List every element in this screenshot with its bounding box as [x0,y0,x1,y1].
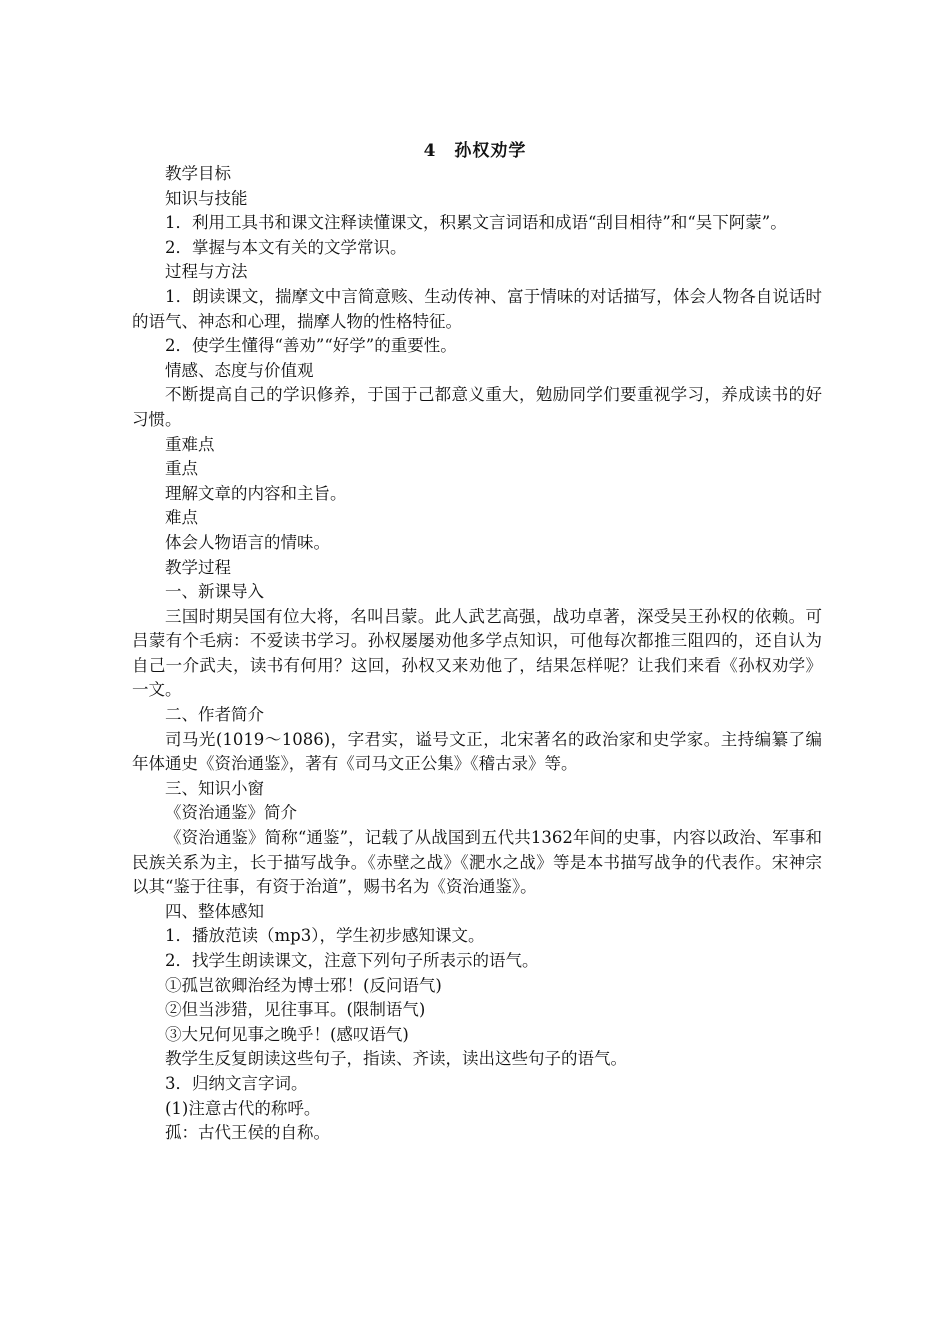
paragraph: 一、新课导入 [165,582,264,602]
paragraph: ③大兄何见事之晚乎！(感叹语气) [165,1024,409,1044]
paragraph: 教学生反复朗读这些句子，指读、齐读，读出这些句子的语气。 [165,1049,627,1069]
paragraph: 1．利用工具书和课文注释读懂课文，积累文言词语和成语“刮目相待”和“吴下阿蒙”。 [165,213,787,233]
paragraph: 2．掌握与本文有关的文学常识。 [165,237,407,257]
paragraph: 2．使学生懂得“善劝”“好学”的重要性。 [165,336,457,356]
paragraph: 2．找学生朗读课文，注意下列句子所表示的语气。 [165,951,539,970]
paragraph: 过程与方法 [165,262,248,282]
paragraph: 不断提高自己的学识修养，于国于己都意义重大，勉励同学们要重视学习，养成读书的好习惯。 [132,385,822,429]
paragraph: 二、作者简介 [165,705,264,725]
paragraph: 教学目标 [165,164,231,183]
paragraph: 三国时期吴国有位大将，名叫吕蒙。此人武艺高强，战功卓著，深受吴王孙权的依赖。可吕蒙有个毛病：不爱读书学习。孙权屡屡劝他多学点知识，可他每次都推三阻四的，还自认为自己一介武夫，读书有何用？这回，孙权又来劝他了，结果怎样呢？让我们来看《孙权劝学》一文。 [132,606,822,700]
paragraph: 教学过程 [165,557,231,577]
paragraph: 1．朗读课文，揣摩文中言简意赅、生动传神、富于情味的对话描写，体会人物各自说话时的语气、神态和心理，揣摩人物的性格特征。 [132,286,822,331]
paragraph: 重点 [165,459,198,479]
paragraph: 知识与技能 [165,188,248,208]
lesson-title: 4 孙权劝学 [423,141,527,161]
paragraph: 重难点 [165,434,215,454]
paragraph: 1．播放范读（mp3），学生初步感知课文。 [165,926,485,946]
paragraph: ②但当涉猎，见往事耳。(限制语气) [165,1000,426,1020]
paragraph: 难点 [165,508,198,528]
paragraph: 体会人物语言的情味。 [165,532,330,552]
paragraph: 理解文章的内容和主旨。 [165,483,347,503]
paragraph: ①孤岂欲卿治经为博士邪！(反问语气) [165,975,442,995]
paragraph: (1)注意古代的称呼。 [165,1098,321,1118]
paragraph: 情感、态度与价值观 [165,360,314,380]
paragraph: 司马光(1019～1086)，字君实，谥号文正，北宋著名的政治家和史学家。主持编纂了编年体通史《资治通鉴》，著有《司马文正公集》《稽古录》等。 [132,729,822,774]
paragraph: 孤：古代王侯的自称。 [165,1123,330,1143]
paragraph: 3．归纳文言字词。 [165,1073,308,1093]
paragraph: 《资治通鉴》简称“通鉴”，记载了从战国到五代共1362年间的史事，内容以政治、军事和民族关系为主，长于描写战争。《赤壁之战》《淝水之战》等是本书描写战争的代表作。宋神宗以其“鉴于往事，有资于治道”，赐书名为《资治通鉴》。 [132,828,822,897]
lesson-body [132,162,822,1146]
paragraph: 四、整体感知 [165,901,264,921]
paragraph: 三、知识小窗 [165,778,264,798]
paragraph: 《资治通鉴》简介 [165,803,297,823]
